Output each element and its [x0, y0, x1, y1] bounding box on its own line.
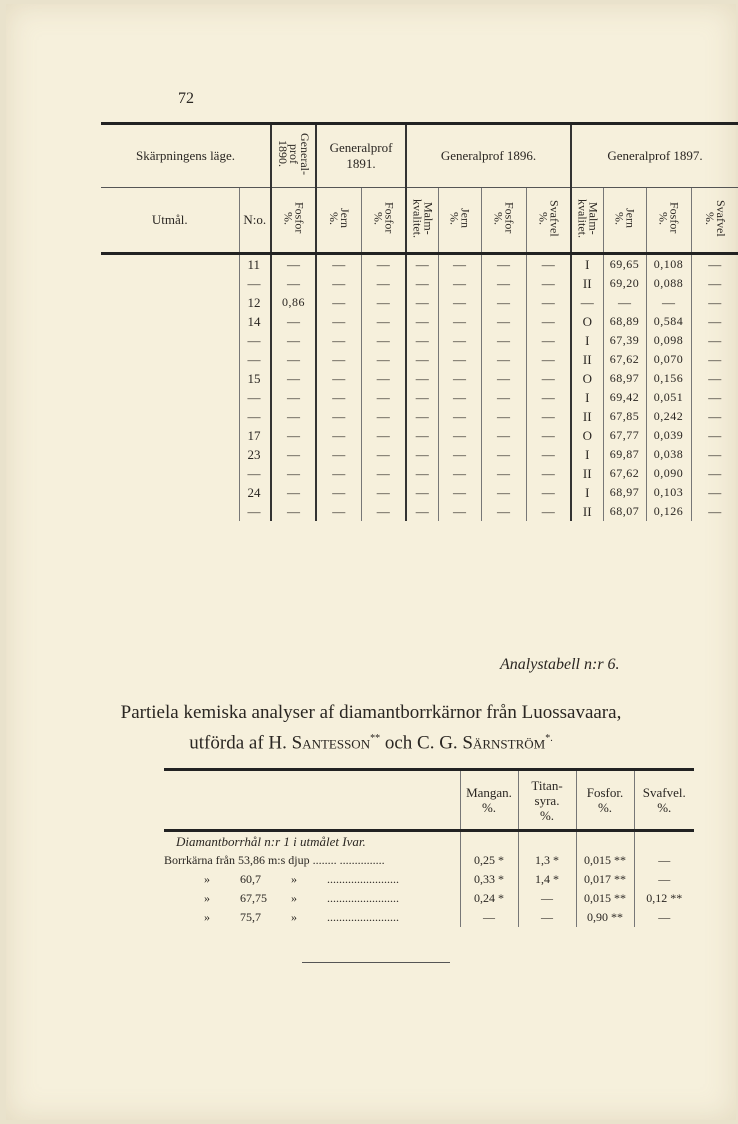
table-cell: — [634, 851, 694, 870]
table-row [101, 426, 738, 445]
table-cell: — [526, 312, 571, 331]
subheading: Diamantborrhål n:r 1 i utmålet Ivar. [176, 833, 366, 849]
table-cell: 67,85 [603, 407, 646, 426]
column-header: Fosfor %. [271, 188, 316, 254]
table-cell: O [571, 426, 603, 445]
table-cell: — [691, 388, 738, 407]
column-header: Fosfor %. [361, 188, 406, 254]
table-cell: — [481, 464, 526, 483]
table-cell: — [361, 502, 406, 521]
table-cell: — [518, 889, 576, 908]
table-cell: — [481, 502, 526, 521]
table-cell: — [481, 312, 526, 331]
table-cell: — [406, 331, 438, 350]
table-cell: I [571, 388, 603, 407]
table-cell: 69,42 [603, 388, 646, 407]
table-row [101, 464, 738, 483]
table-cell [101, 350, 239, 369]
table-cell: 17 [239, 426, 271, 445]
table-cell: — [271, 464, 316, 483]
table-row [101, 312, 738, 331]
table-cell: — [316, 502, 361, 521]
table-cell: — [438, 502, 481, 521]
table-cell: — [361, 331, 406, 350]
table-cell: — [438, 464, 481, 483]
table-cell: — [406, 350, 438, 369]
table-cell: 0,33 * [460, 870, 518, 889]
table-cell: — [526, 369, 571, 388]
table-cell: — [526, 464, 571, 483]
table-cell: 14 [239, 312, 271, 331]
table-cell: — [406, 293, 438, 312]
header-gp1891: Generalprof 1891. [316, 124, 406, 188]
table-row [101, 388, 738, 407]
table-cell: — [691, 483, 738, 502]
table-row [164, 870, 694, 889]
column-header: Fosfor %. [646, 188, 691, 254]
table-cell: — [691, 254, 738, 275]
table-cell: — [438, 293, 481, 312]
section-title [46, 700, 696, 756]
table-cell: — [361, 426, 406, 445]
table-cell: — [406, 464, 438, 483]
table-cell: — [239, 502, 271, 521]
table-cell: I [571, 483, 603, 502]
table-cell: — [316, 369, 361, 388]
table-cell: — [271, 369, 316, 388]
table-cell: — [361, 407, 406, 426]
table-cell: — [481, 369, 526, 388]
row-label: » 60,7 » ........................ [204, 872, 399, 886]
table-cell: — [526, 445, 571, 464]
table-cell: — [406, 274, 438, 293]
table-cell: 0,156 [646, 369, 691, 388]
table-row [101, 445, 738, 464]
table-cell: — [691, 293, 738, 312]
table-cell: 68,97 [603, 483, 646, 502]
author-1-mark: ** [370, 733, 381, 744]
table-cell: — [239, 350, 271, 369]
title-line-1: Partiela kemiska analyser af diamantborrkärnor från Luossavaara, [120, 702, 622, 723]
table-cell [101, 369, 239, 388]
table-cell: — [316, 483, 361, 502]
table-row [164, 851, 694, 870]
table-cell: 0,090 [646, 464, 691, 483]
table-row [164, 889, 694, 908]
table-cell: — [239, 407, 271, 426]
table-cell: 0,017 ** [576, 870, 634, 889]
column-header: Jern %. [316, 188, 361, 254]
table-cell: — [361, 464, 406, 483]
column-header: Jern %. [438, 188, 481, 254]
table-cell: — [526, 426, 571, 445]
table-cell: — [481, 254, 526, 275]
table-cell: — [691, 445, 738, 464]
table-cell: — [239, 331, 271, 350]
table-cell: II [571, 350, 603, 369]
table-cell: 0,103 [646, 483, 691, 502]
table-cell: 23 [239, 445, 271, 464]
table-cell: — [271, 502, 316, 521]
table-row [101, 407, 738, 426]
table-cell [101, 274, 239, 293]
table-cell: — [438, 274, 481, 293]
table-cell: — [361, 254, 406, 275]
table-cell: II [571, 464, 603, 483]
table-cell: 67,62 [603, 350, 646, 369]
table-cell: — [361, 445, 406, 464]
table-cell: — [406, 254, 438, 275]
table-cell: 68,97 [603, 369, 646, 388]
table-cell: 68,07 [603, 502, 646, 521]
table-cell: — [603, 293, 646, 312]
table-cell: 0,051 [646, 388, 691, 407]
table-cell: — [438, 331, 481, 350]
table-cell: — [526, 407, 571, 426]
table-cell: — [271, 407, 316, 426]
table-cell: 0,12 ** [634, 889, 694, 908]
table-cell: I [571, 254, 603, 275]
table-cell: — [271, 426, 316, 445]
column-header: Svafvel. %. [634, 770, 694, 831]
table-cell: II [571, 502, 603, 521]
column-header: Mangan. %. [460, 770, 518, 831]
table-cell: — [691, 407, 738, 426]
table-cell: — [361, 274, 406, 293]
table-cell: — [526, 293, 571, 312]
table-cell: — [271, 331, 316, 350]
table-cell: — [438, 483, 481, 502]
table-cell: 0,070 [646, 350, 691, 369]
table-row [101, 331, 738, 350]
table-cell: 0,584 [646, 312, 691, 331]
title-text: utförda af H. [189, 732, 287, 754]
table-cell: — [481, 445, 526, 464]
table-cell: — [481, 331, 526, 350]
table-cell: — [406, 407, 438, 426]
table-row [101, 369, 738, 388]
table-cell: — [438, 254, 481, 275]
row-label: » 67,75 » ........................ [204, 891, 399, 905]
table-cell: O [571, 369, 603, 388]
column-header: Svafvel %. [691, 188, 738, 254]
table-cell: — [361, 483, 406, 502]
table-cell [101, 483, 239, 502]
table-cell: 0,015 ** [576, 889, 634, 908]
header-location: Skärpningens läge. [101, 124, 271, 188]
table-cell: — [271, 350, 316, 369]
table-cell: — [316, 445, 361, 464]
table-cell: — [518, 908, 576, 927]
analysis-table-1 [101, 122, 738, 521]
table-cell: — [691, 426, 738, 445]
analysis-table-2 [164, 768, 694, 927]
table-cell: 0,038 [646, 445, 691, 464]
table-cell: — [316, 312, 361, 331]
table-cell: — [316, 254, 361, 275]
title-line-2 [46, 726, 696, 756]
table-cell: — [634, 908, 694, 927]
table-cell [101, 293, 239, 312]
column-header: Utmål. [101, 188, 239, 254]
column-header: Malm- kvalitet. [571, 188, 603, 254]
table-row [101, 293, 738, 312]
table-cell: 0,088 [646, 274, 691, 293]
table-cell: — [481, 407, 526, 426]
table-cell: — [239, 464, 271, 483]
table-cell: — [271, 274, 316, 293]
table-cell: — [361, 293, 406, 312]
divider [302, 962, 450, 963]
table-cell: — [361, 350, 406, 369]
table-cell: — [406, 426, 438, 445]
table-cell: 0,24 * [460, 889, 518, 908]
table-cell: 0,098 [646, 331, 691, 350]
table-cell: 69,20 [603, 274, 646, 293]
table-cell: 1,3 * [518, 851, 576, 870]
table-cell: — [481, 483, 526, 502]
table-cell: 11 [239, 254, 271, 275]
title-text: och C. G. [384, 732, 458, 754]
table-cell: — [316, 407, 361, 426]
table-row [101, 254, 738, 275]
table-cell: — [526, 350, 571, 369]
page-number: 72 [178, 90, 194, 107]
row-label: Borrkärna från 53,86 m:s djup ........ ............... [164, 853, 385, 867]
table-cell: I [571, 445, 603, 464]
table-cell: II [571, 274, 603, 293]
table-cell: 0,242 [646, 407, 691, 426]
table-cell: — [691, 331, 738, 350]
table-cell: — [438, 350, 481, 369]
table-cell: — [481, 388, 526, 407]
table-cell: II [571, 407, 603, 426]
table-cell: — [438, 407, 481, 426]
table-cell: — [691, 350, 738, 369]
table-cell: 0,90 ** [576, 908, 634, 927]
table-caption: Analystabell n:r 6. [500, 656, 620, 673]
table-cell: — [406, 502, 438, 521]
table-cell: 68,89 [603, 312, 646, 331]
table-cell: — [406, 312, 438, 331]
table-cell: 0,126 [646, 502, 691, 521]
table-cell: — [691, 502, 738, 521]
table-cell: — [316, 350, 361, 369]
table-row [101, 483, 738, 502]
table-cell: — [526, 274, 571, 293]
table-cell: — [316, 274, 361, 293]
table-cell [101, 407, 239, 426]
table-cell: 67,39 [603, 331, 646, 350]
table-cell: — [316, 464, 361, 483]
table-cell: 24 [239, 483, 271, 502]
table-cell: — [316, 293, 361, 312]
table-cell: — [691, 464, 738, 483]
table-cell: 69,65 [603, 254, 646, 275]
column-header: Svafvel %. [526, 188, 571, 254]
table-cell: — [361, 388, 406, 407]
table-cell: — [481, 350, 526, 369]
table-cell: 0,015 ** [576, 851, 634, 870]
table-cell: — [526, 254, 571, 275]
table-cell: 67,62 [603, 464, 646, 483]
table-row [164, 908, 694, 927]
table-cell: — [406, 369, 438, 388]
table-cell: — [481, 426, 526, 445]
table-cell [101, 312, 239, 331]
table-cell: — [438, 312, 481, 331]
table-cell: — [646, 293, 691, 312]
author-2: Särnström [462, 732, 546, 754]
table-cell: — [406, 388, 438, 407]
table-cell [101, 331, 239, 350]
table-row [101, 274, 738, 293]
table-cell: — [271, 312, 316, 331]
table-cell [101, 426, 239, 445]
document-page [6, 4, 736, 1120]
table-cell: 67,77 [603, 426, 646, 445]
column-header: Titan- syra. %. [518, 770, 576, 831]
table-cell: — [316, 388, 361, 407]
table-cell: — [271, 254, 316, 275]
table-cell: 0,108 [646, 254, 691, 275]
table-cell: — [460, 908, 518, 927]
label-header [164, 770, 460, 831]
table-cell [101, 388, 239, 407]
table-cell: — [481, 293, 526, 312]
table-cell [101, 464, 239, 483]
table-cell: — [526, 388, 571, 407]
table-cell: 12 [239, 293, 271, 312]
table-row [101, 350, 738, 369]
table-cell: — [438, 369, 481, 388]
table-cell: — [571, 293, 603, 312]
column-header: Malm- kvalitet. [406, 188, 438, 254]
table-cell: — [239, 274, 271, 293]
table-cell: — [526, 483, 571, 502]
row-label: » 75,7 » ........................ [204, 910, 399, 924]
table-cell: — [438, 426, 481, 445]
table-row [101, 502, 738, 521]
table-cell [101, 445, 239, 464]
table-cell [101, 254, 239, 275]
column-header: Fosfor %. [481, 188, 526, 254]
table-cell [101, 502, 239, 521]
author-2-mark: *. [545, 733, 553, 744]
table-cell: — [438, 388, 481, 407]
table-cell: 0,25 * [460, 851, 518, 870]
table-cell: O [571, 312, 603, 331]
table-cell: 0,039 [646, 426, 691, 445]
table-cell: 69,87 [603, 445, 646, 464]
table-cell: — [406, 445, 438, 464]
header-gp1890 [271, 124, 316, 188]
table-cell: 1,4 * [518, 870, 576, 889]
column-header: Fosfor. %. [576, 770, 634, 831]
column-header: N:o. [239, 188, 271, 254]
table-cell: — [691, 312, 738, 331]
table-cell: — [691, 369, 738, 388]
table-cell: — [481, 274, 526, 293]
gp1890-label: General- prof 1890. [276, 133, 313, 175]
table-cell: — [526, 502, 571, 521]
table-cell: — [271, 483, 316, 502]
table-cell: — [526, 331, 571, 350]
table-cell: 0,86 [271, 293, 316, 312]
table-cell: — [316, 426, 361, 445]
table-cell: — [406, 483, 438, 502]
table-cell: — [438, 445, 481, 464]
header-gp1897: Generalprof 1897. [571, 124, 738, 188]
table-cell: — [634, 870, 694, 889]
table-cell: — [361, 312, 406, 331]
author-1: Santesson [291, 732, 371, 754]
header-gp1896: Generalprof 1896. [406, 124, 571, 188]
table-cell: — [316, 331, 361, 350]
table-cell: — [691, 274, 738, 293]
table-cell: — [271, 445, 316, 464]
table-cell: 15 [239, 369, 271, 388]
table-cell: I [571, 331, 603, 350]
column-header: Jern %. [603, 188, 646, 254]
table-cell: — [239, 388, 271, 407]
table-cell: — [271, 388, 316, 407]
table-cell: — [361, 369, 406, 388]
